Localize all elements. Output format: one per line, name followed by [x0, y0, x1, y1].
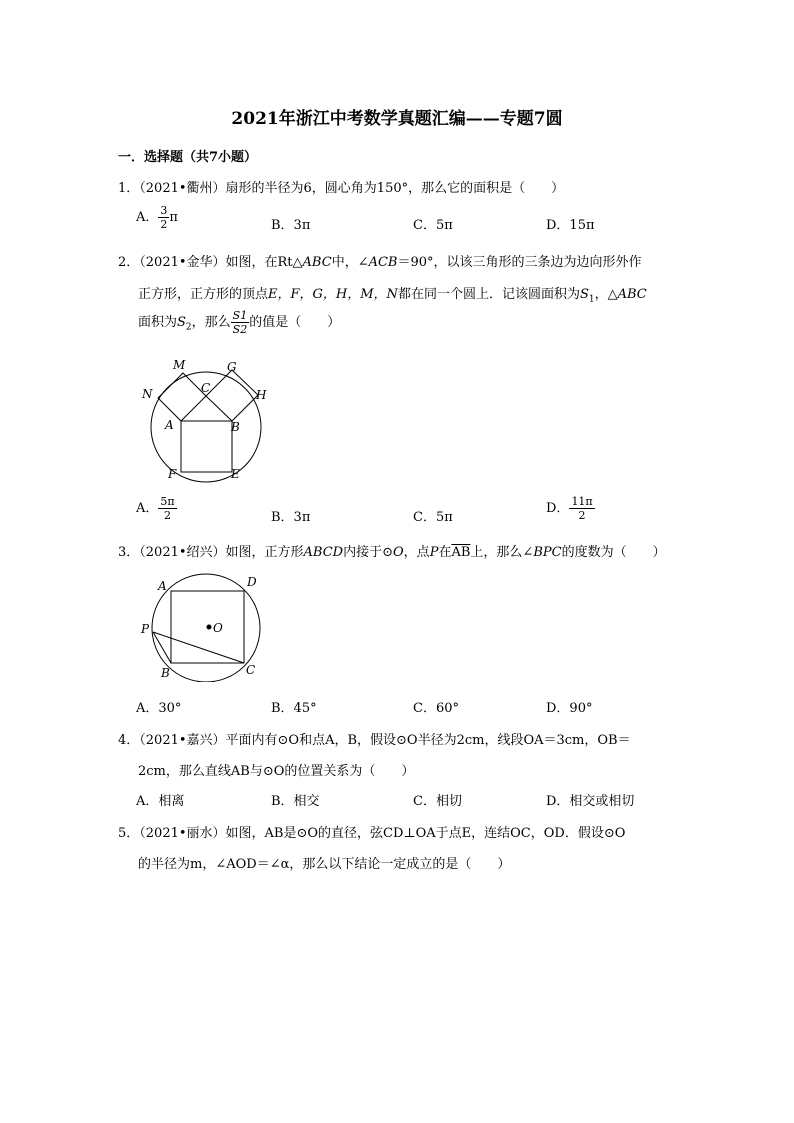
- q3-label-b: B: [161, 666, 170, 680]
- q3-p: P: [429, 545, 439, 560]
- q2-label-m: M: [173, 358, 186, 372]
- q2-label-a: A: [165, 418, 174, 432]
- question-2-line-1: [118, 251, 642, 270]
- q3-mid3: 在: [438, 545, 452, 560]
- q3-option-b: B．45°: [271, 701, 317, 716]
- q2-line3-mid: ，那么: [191, 315, 231, 330]
- q3-mid2: ，点: [403, 545, 430, 560]
- q3-center-dot: [207, 625, 212, 630]
- q3-option-d: D．90°: [546, 701, 593, 716]
- q3-label-p: P: [141, 622, 150, 636]
- q4-option-d: D．相交或相切: [546, 794, 635, 809]
- q2-line3-s2-sub: 2: [185, 322, 192, 333]
- question-5-line-2: 的半径为m，∠AOD＝∠α，那么以下结论一定成立的是（ ）: [138, 857, 511, 872]
- q2-line1-pre: 2．（2021•金华）如图，在Rt△: [118, 255, 303, 270]
- q2-line3-pre: 面积为: [138, 315, 178, 330]
- q3-pre: 3．（2021•绍兴）如图，正方形: [118, 545, 304, 560]
- q3-mid1: 内接于⊙: [343, 545, 393, 560]
- q2-option-d-label: D．: [546, 501, 570, 516]
- q2-line2-mid: 都在同一个圆上．记该圆面积为: [397, 287, 580, 302]
- question-5-line-1: 5．（2021•丽水）如图，AB是⊙O的直径，弦CD⊥OA于点E，连结OC，OD．假设⊙O: [118, 826, 626, 841]
- q1-option-b: B．3π: [271, 218, 311, 233]
- q3-label-a: A: [158, 579, 167, 593]
- q3-arc-ab: $\overline{AB}$: [451, 545, 471, 560]
- q2-option-d-denominator: 2: [578, 509, 586, 522]
- q2-label-b: B: [231, 420, 240, 434]
- q1-option-a-label: A．: [136, 210, 159, 225]
- q2-line2-s: S: [579, 287, 589, 302]
- q2-line2-abc: ABC: [617, 287, 647, 302]
- q1-option-a-numerator: 3: [160, 204, 168, 217]
- q1-option-a: [136, 205, 178, 230]
- q2-option-b: B．3π: [271, 510, 311, 525]
- q2-option-a-label: A．: [136, 501, 159, 516]
- q3-bpc: BPC: [533, 545, 562, 560]
- q2-label-f: F: [168, 467, 177, 481]
- q2-label-n: N: [142, 387, 153, 401]
- q2-line2-s1-sub: 1: [588, 294, 595, 305]
- q4-option-c: C．相切: [413, 794, 462, 809]
- q3-o: O: [393, 545, 404, 560]
- section-heading: 一．选择题（共7小题）: [118, 150, 258, 165]
- q2-figure: [136, 352, 276, 486]
- q2-option-d-fraction: [569, 496, 594, 521]
- q2-line3-post: 的值是（ ）: [249, 315, 341, 330]
- q3-post: 的度数为（ ）: [561, 545, 666, 560]
- q2-ratio-numerator: S1: [232, 309, 248, 322]
- q3-option-c: C．60°: [413, 701, 459, 716]
- q2-label-c: C: [201, 381, 211, 395]
- q3-label-c: C: [246, 663, 256, 677]
- q2-option-c: C．5π: [413, 510, 453, 525]
- q2-label-g: G: [227, 360, 237, 374]
- q1-option-a-tail: π: [169, 210, 178, 225]
- q1-option-a-denominator: 2: [160, 218, 168, 231]
- q2-line2-points: E，F，G，H，M，N: [268, 287, 398, 302]
- q2-line2-post: ，△: [594, 287, 618, 302]
- q4-option-a: A．相离: [136, 794, 185, 809]
- q2-line2-pre: 正方形，正方形的顶点: [138, 287, 269, 302]
- question-4-line-1: 4．（2021•嘉兴）平面内有⊙O和点A，B，假设⊙O半径为2cm，线段OA＝3cm，OB＝: [118, 733, 631, 748]
- q2-square-ac: [158, 373, 206, 421]
- question-1-stem: 1．（2021•衢州）扇形的半径为6，圆心角为150°，那么它的面积是（ ）: [118, 181, 565, 196]
- q2-line1-post: ＝90°，以该三角形的三条边为边向形外作: [397, 255, 642, 270]
- q2-ratio-denominator: S2: [232, 323, 248, 336]
- q1-option-d: D．15π: [546, 218, 595, 233]
- q2-option-d-numerator: 11π: [571, 495, 593, 508]
- q2-line1-abc: ABC: [302, 255, 332, 270]
- q1-option-a-fraction: [158, 205, 169, 230]
- q2-square-ab: [181, 421, 232, 472]
- q2-option-a-fraction: [158, 496, 176, 521]
- q3-abcd: ABCD: [303, 545, 344, 560]
- q3-figure: [136, 570, 266, 682]
- q3-label-o: O: [213, 621, 223, 635]
- q4-option-b: B．相交: [271, 794, 320, 809]
- question-2-line-2: [138, 283, 647, 305]
- q2-line1-mid: 中，∠: [331, 255, 369, 270]
- q2-option-a-denominator: 2: [164, 509, 171, 522]
- q2-label-h: H: [256, 388, 267, 402]
- q2-line1-acb: ACB: [368, 255, 398, 270]
- q2-label-e: E: [231, 467, 240, 481]
- question-4-line-2: 2cm，那么直线AB与⊙O的位置关系为（ ）: [138, 764, 415, 779]
- q2-option-a: [136, 496, 177, 521]
- q2-square-bc: [206, 370, 258, 421]
- q1-option-c: C．5π: [413, 218, 453, 233]
- q3-label-d: D: [247, 575, 257, 589]
- q2-option-a-numerator: 5π: [160, 495, 175, 508]
- page-title: 2021年浙江中考数学真题汇编——专题7圆: [231, 109, 563, 129]
- q2-ratio-fraction: [231, 310, 250, 335]
- question-2-line-3: [138, 310, 340, 335]
- q2-option-d: [546, 496, 595, 521]
- q3-mid4: 上，那么∠: [470, 545, 534, 560]
- q3-segment-pc: [153, 632, 244, 663]
- question-3-stem: [118, 541, 666, 560]
- q3-option-a: A．30°: [136, 701, 182, 716]
- q2-line3-s: S: [177, 315, 186, 330]
